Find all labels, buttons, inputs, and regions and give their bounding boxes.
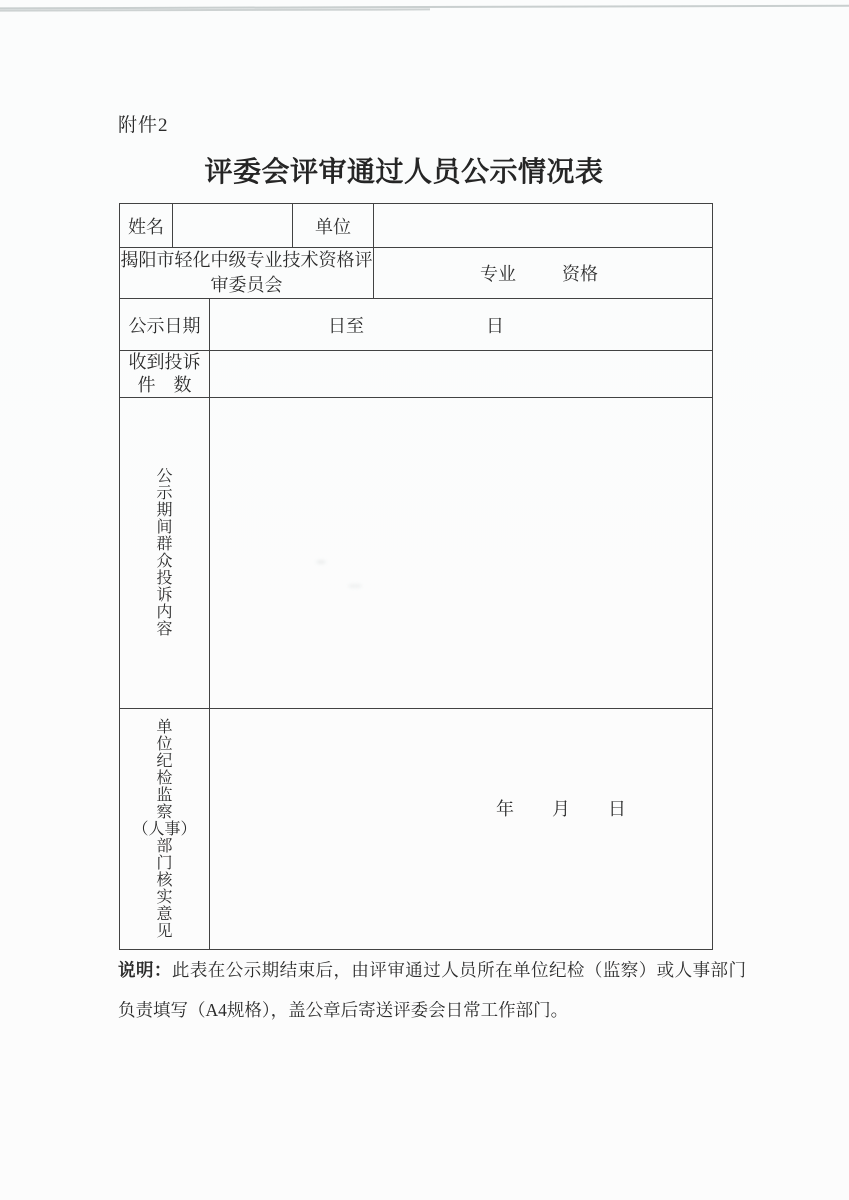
sign-year-label: 年 xyxy=(496,799,514,819)
complaints-count-label-line2: 件 数 xyxy=(137,375,192,395)
row-complaints-count xyxy=(120,351,713,398)
verification-label-cell xyxy=(120,709,210,950)
unit-value-cell[interactable] xyxy=(374,204,713,248)
unit-label-cell: 单位 xyxy=(293,204,374,248)
row-verification-opinion xyxy=(120,709,713,950)
sign-month-label: 月 xyxy=(552,799,570,819)
committee-name-cell: 揭阳市轻化中级专业技术资格评审委员会 xyxy=(120,248,374,299)
verification-value-cell[interactable] xyxy=(210,709,713,950)
footer-note-text: 此表在公示期结束后，由评审通过人员所在单位纪检（监察）或人事部门负责填写（A4规格），盖公章后寄送评委会日常工作部门。 xyxy=(118,960,747,1020)
sign-day-label: 日 xyxy=(608,799,626,819)
scan-edge-artifact-dark xyxy=(0,8,430,11)
row-name-unit xyxy=(120,204,713,248)
name-label-cell: 姓名 xyxy=(120,204,173,248)
complaint-content-value-cell[interactable] xyxy=(210,398,713,709)
publicity-date-label-cell: 公示日期 xyxy=(120,299,210,351)
complaint-content-label-cell xyxy=(120,398,210,709)
complaints-count-label-line1: 收到投诉 xyxy=(128,352,201,372)
row-publicity-date xyxy=(120,299,713,351)
name-value-cell[interactable] xyxy=(173,204,293,248)
specialty-qualification-cell[interactable] xyxy=(374,248,713,299)
verification-vertical-label: 单 位 纪 检 监 察 （人事） 部 门 核 实 意 见 xyxy=(132,718,197,940)
qualification-label: 资格 xyxy=(562,264,598,284)
signature-date-line xyxy=(210,795,712,863)
publicity-form-table xyxy=(119,203,713,950)
footer-note-label: 说明： xyxy=(118,960,172,980)
date-range-end-label: 日 xyxy=(486,315,504,336)
row-complaint-content xyxy=(120,398,713,709)
attachment-number-label: 附件2 xyxy=(118,115,169,136)
row-committee-qualification xyxy=(120,248,713,299)
complaints-count-value-cell[interactable] xyxy=(210,351,713,398)
page-title: 评委会评审通过人员公示情况表 xyxy=(204,157,604,188)
publicity-date-value-cell[interactable] xyxy=(210,299,713,351)
complaints-count-label-cell xyxy=(120,351,210,398)
complaint-content-vertical-label: 公 示 期 间 群 众 投 诉 内 容 xyxy=(156,468,173,638)
specialty-label: 专业 xyxy=(480,264,516,284)
footer-note xyxy=(118,950,746,1030)
date-range-middle-label: 日至 xyxy=(328,315,364,336)
